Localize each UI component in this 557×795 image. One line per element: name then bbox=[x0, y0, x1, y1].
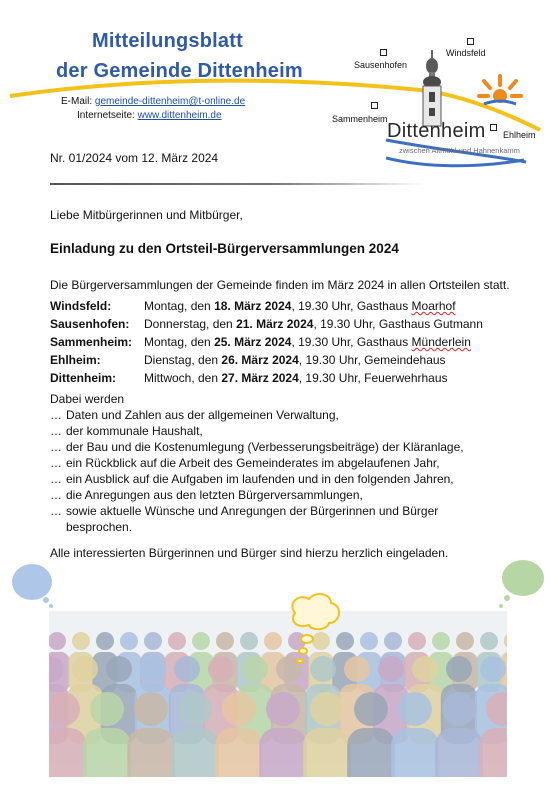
schedule-time: , 19.30 Uhr, Gasthaus bbox=[291, 299, 412, 313]
schedule-time: , 19.30 Uhr, bbox=[298, 371, 365, 385]
schedule-place: Dittenheim: bbox=[50, 371, 116, 385]
title-line-2: der Gemeinde Dittenheim bbox=[56, 60, 303, 82]
list-item bbox=[50, 472, 454, 486]
schedule-row bbox=[50, 371, 448, 385]
divider-rule bbox=[50, 183, 425, 185]
schedule-venue: Feuerwehrhaus bbox=[364, 371, 448, 385]
logo-tagline: zwischen Altmühl und Hahnenkamm bbox=[399, 146, 520, 155]
map-label-windsfeld: Windsfeld bbox=[446, 48, 486, 58]
map-label-sausenhofen: Sausenhofen bbox=[354, 60, 408, 70]
issue-line: Nr. 01/2024 vom 12. März 2024 bbox=[50, 151, 219, 165]
email-line bbox=[61, 96, 245, 107]
web-link[interactable]: www.dittenheim.de bbox=[137, 110, 222, 121]
schedule-venue: Münderlein bbox=[411, 335, 471, 349]
schedule-venue: Moarhof bbox=[411, 299, 456, 313]
speech-bubble-right-icon bbox=[496, 556, 546, 614]
schedule-date: 21. März 2024 bbox=[236, 317, 314, 331]
map-label-ehlheim: Ehlheim bbox=[503, 130, 536, 140]
schedule-day: Montag, den bbox=[144, 335, 215, 349]
bullet: … bbox=[50, 456, 62, 470]
logo-wordmark: Dittenheim bbox=[387, 120, 486, 142]
schedule-date: 18. März 2024 bbox=[214, 299, 292, 313]
bullet: … bbox=[50, 472, 62, 486]
list-item-text: sowie aktuelle Wünsche und Anregungen der Bürgerinnen und Bürger bbox=[66, 504, 439, 518]
schedule-row bbox=[50, 299, 456, 313]
schedule-day: Dienstag, den bbox=[144, 353, 222, 367]
schedule-venue: Gutmann bbox=[433, 317, 483, 331]
schedule-date: 26. März 2024 bbox=[221, 353, 299, 367]
schedule-time: , 19.30 Uhr, Gasthaus bbox=[313, 317, 434, 331]
logo-wave bbox=[386, 154, 526, 170]
list-item-text: Daten und Zahlen aus der allgemeinen Verwaltung, bbox=[66, 408, 339, 422]
list-item bbox=[50, 408, 339, 422]
bullet: … bbox=[50, 504, 62, 518]
list-intro: Dabei werden bbox=[50, 392, 125, 406]
schedule-place: Sausenhofen: bbox=[50, 317, 130, 331]
title-line-1: Mitteilungsblatt bbox=[92, 30, 243, 52]
list-item-text: die Anregungen aus den letzten Bürgerversammlungen, bbox=[66, 488, 363, 502]
sun-icon bbox=[476, 72, 524, 112]
schedule-date: 25. März 2024 bbox=[214, 335, 292, 349]
schedule-day: Mittwoch, den bbox=[144, 371, 222, 385]
thought-bubble-icon bbox=[287, 591, 343, 667]
schedule-venue: Gemeindehaus bbox=[364, 353, 446, 367]
schedule-time: , 19.30 Uhr, bbox=[298, 353, 365, 367]
list-item-text: der kommunale Haushalt, bbox=[66, 424, 203, 438]
map-pin-sammenheim bbox=[371, 102, 378, 109]
list-item-text: der Bau und die Kostenumlegung (Verbesserungsbeiträge) der Kläranlage, bbox=[66, 440, 464, 454]
schedule-row bbox=[50, 353, 446, 367]
schedule-place: Sammenheim: bbox=[50, 335, 133, 349]
web-label: Internetseite: bbox=[77, 110, 135, 121]
list-item-text: ein Ausblick auf die Aufgaben im laufenden und in den folgenden Jahren, bbox=[66, 472, 454, 486]
schedule-date: 27. März 2024 bbox=[221, 371, 299, 385]
bullet: … bbox=[50, 408, 62, 422]
bullet: … bbox=[50, 424, 62, 438]
schedule-row bbox=[50, 335, 471, 349]
schedule-row bbox=[50, 317, 483, 331]
list-item bbox=[50, 504, 438, 518]
schedule-place: Windsfeld: bbox=[50, 299, 112, 313]
email-link[interactable]: gemeinde-dittenheim@t-online.de bbox=[94, 96, 246, 107]
intro-text: Die Bürgerversammlungen der Gemeinde finden im März 2024 in allen Ortsteilen statt. bbox=[50, 278, 510, 292]
map-pin-windsfeld bbox=[467, 38, 474, 45]
page-title: Einladung zu den Ortsteil-Bürgerversammlungen 2024 bbox=[50, 241, 399, 256]
map-pin-ehlheim bbox=[490, 124, 497, 131]
schedule-day: Donnerstag, den bbox=[144, 317, 237, 331]
map-label-sammenheim: Sammenheim bbox=[332, 114, 388, 124]
crowd-illustration bbox=[49, 611, 507, 777]
closing-text: Alle interessierten Bürgerinnen und Bürger sind hierzu herzlich eingeladen. bbox=[50, 546, 449, 560]
email-label: E-Mail: bbox=[61, 96, 93, 107]
web-line bbox=[77, 110, 222, 121]
bullet: … bbox=[50, 440, 62, 454]
list-item bbox=[50, 456, 440, 470]
speech-bubble-left-icon bbox=[10, 560, 56, 610]
list-item-text: besprochen. bbox=[66, 520, 133, 534]
schedule-time: , 19.30 Uhr, Gasthaus bbox=[291, 335, 412, 349]
church-tower-icon bbox=[412, 48, 452, 128]
list-item-text: ein Rückblick auf die Arbeit des Gemeinderates im abgelaufenen Jahr, bbox=[66, 456, 440, 470]
schedule-day: Montag, den bbox=[144, 299, 215, 313]
list-item-continuation bbox=[50, 520, 132, 534]
bullet: … bbox=[50, 488, 62, 502]
map-pin-sausenhofen bbox=[380, 49, 387, 56]
list-item bbox=[50, 440, 464, 454]
salutation: Liebe Mitbürgerinnen und Mitbürger, bbox=[50, 208, 243, 222]
list-item bbox=[50, 424, 203, 438]
schedule-place: Ehlheim: bbox=[50, 353, 101, 367]
list-item bbox=[50, 488, 363, 502]
